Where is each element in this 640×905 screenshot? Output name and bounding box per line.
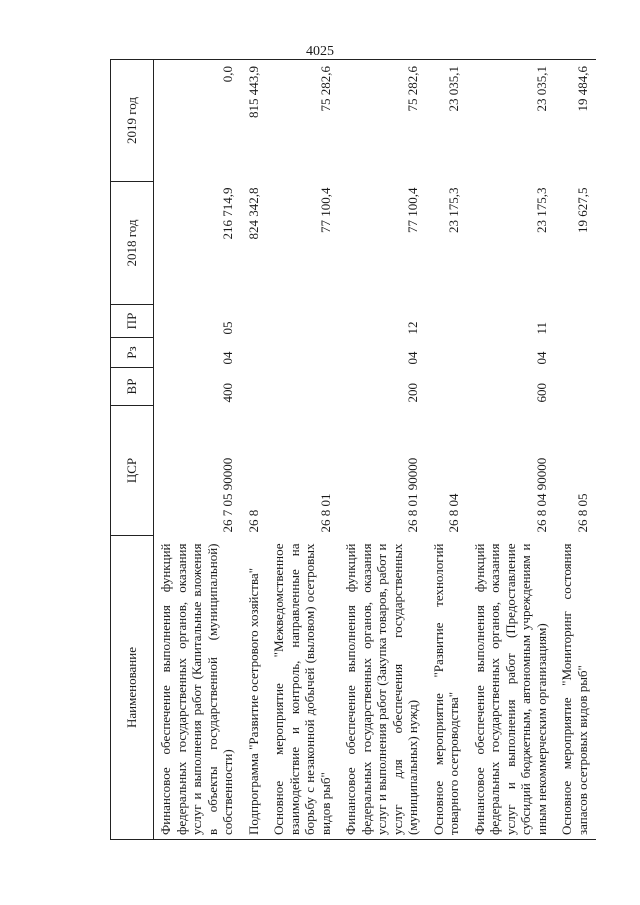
row-csr: 26 8 05 <box>574 493 590 533</box>
row-rz: 04 <box>220 351 235 365</box>
table-row <box>468 60 556 840</box>
table-row <box>242 60 268 840</box>
table-row <box>427 60 468 840</box>
row-name: Подпрограмма "Развитие осетрового хозяйства" <box>242 536 268 840</box>
table-row <box>339 60 427 840</box>
row-2018: 23 175,3 <box>533 187 549 233</box>
row-csr: 26 7 05 90000 <box>220 457 235 533</box>
row-name: Основное мероприятие "Межведомственное взаимодействие и контроль, направленные на борьбу с незаконной добычей (выловом) осетровых видов рыб" <box>267 536 339 840</box>
row-csr: 26 8 04 90000 <box>533 457 549 533</box>
row-csr: 26 8 04 <box>446 493 461 533</box>
budget-table <box>110 59 596 840</box>
row-2018: 216 714,9 <box>220 187 235 240</box>
row-2018: 19 627,5 <box>574 187 590 233</box>
header-csr: ЦСР <box>111 406 154 536</box>
row-name: Финансовое обеспечение выполнения функций федеральных государственных органов, оказания услуг и выполнения работ (Предоставление субсидий бюджетным, автономным учреждениям и иным некоммерческим организациям) <box>468 536 556 840</box>
row-pr <box>555 305 596 338</box>
header-2019: 2019 год <box>111 60 154 182</box>
header-pr: ПР <box>111 305 154 338</box>
table-row <box>154 60 242 840</box>
row-vr: 600 <box>533 383 549 403</box>
row-csr: 26 8 01 <box>317 493 333 533</box>
table-header <box>111 60 154 840</box>
row-2018: 77 100,4 <box>317 187 333 233</box>
row-2018: 824 342,8 <box>245 187 261 240</box>
row-name: Основное мероприятие "Развитие технологий товарного осетроводства" <box>427 536 468 840</box>
row-vr <box>555 368 596 406</box>
row-2019: 23 035,1 <box>468 60 556 182</box>
rotated-table-container <box>110 60 620 840</box>
row-vr <box>242 368 268 406</box>
row-vr <box>267 368 339 406</box>
row-rz <box>427 338 468 368</box>
row-pr: 05 <box>220 321 235 335</box>
row-2019: 75 282,6 <box>339 60 427 182</box>
row-pr <box>267 305 339 338</box>
row-rz: 04 <box>533 351 549 365</box>
row-csr: 26 8 <box>245 509 261 533</box>
row-2019: 19 484,6 <box>555 60 596 182</box>
header-2018: 2018 год <box>111 182 154 305</box>
row-rz <box>555 338 596 368</box>
row-rz <box>267 338 339 368</box>
row-2019: 0,0 <box>154 60 242 182</box>
row-vr: 200 <box>405 383 420 403</box>
row-vr <box>427 368 468 406</box>
row-vr: 400 <box>220 383 235 403</box>
row-name: Основное мероприятие "Мониторинг состояния запасов осетровых видов рыб" <box>555 536 596 840</box>
row-name: Финансовое обеспечение выполнения функций федеральных государственных органов, оказания услуг и выполнения работ (Закупка товаров, работ и услуг для обеспечения государственных (муниципальных) нужд) <box>339 536 427 840</box>
row-2018: 77 100,4 <box>405 187 420 233</box>
row-pr: 12 <box>405 321 420 335</box>
row-pr: 11 <box>533 321 549 335</box>
table-row <box>267 60 339 840</box>
row-pr <box>242 305 268 338</box>
row-2019: 815 443,9 <box>242 60 268 182</box>
row-rz <box>242 338 268 368</box>
table-body <box>154 60 597 840</box>
header-name: Наименование <box>111 536 154 840</box>
header-rz: Рз <box>111 338 154 368</box>
row-pr <box>427 305 468 338</box>
table-row <box>555 60 596 840</box>
row-2019: 75 282,6 <box>267 60 339 182</box>
row-2019: 23 035,1 <box>427 60 468 182</box>
row-2018: 23 175,3 <box>446 187 461 233</box>
page-number: 4025 <box>306 44 334 59</box>
row-name: Финансовое обеспечение выполнения функций федеральных государственных органов, оказания услуг и выполнения работ (Капитальные вложения в объекты государственной (муниципальной) собственности) <box>154 536 242 840</box>
row-csr: 26 8 01 90000 <box>405 457 420 533</box>
row-rz: 04 <box>405 351 420 365</box>
header-vr: ВР <box>111 368 154 406</box>
